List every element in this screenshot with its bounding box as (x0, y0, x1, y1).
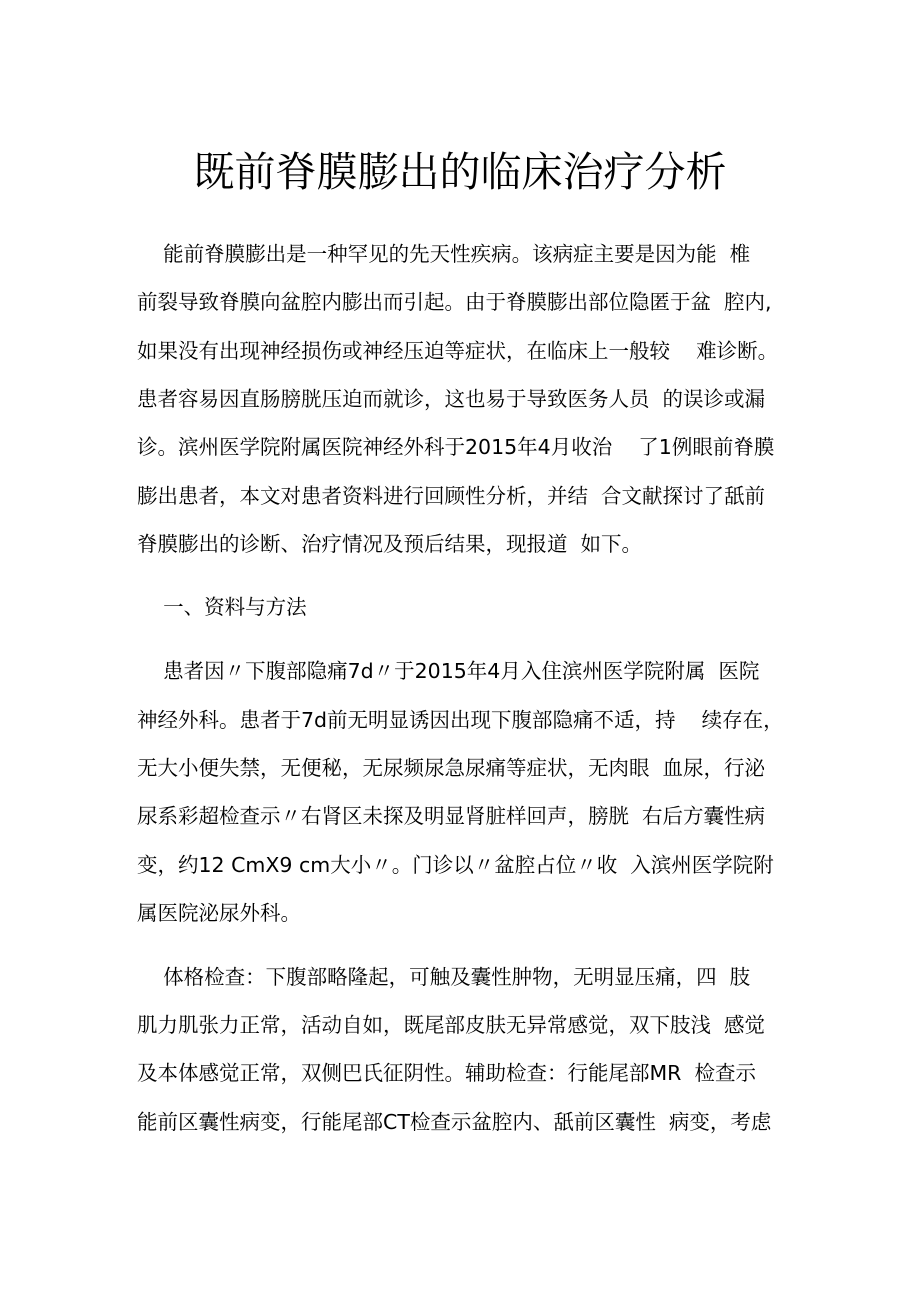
paragraph-3-line-4: 能前区囊性病变，行能尾部CT检查示盆腔内、舐前区囊性 病变，考虑 (137, 1110, 772, 1134)
paragraph-3-line-3: 及本体感觉正常，双侧巴氏征阴性。辅助检查：行能尾部MR 检查示 (137, 1061, 756, 1085)
paragraph-1-line-6: 膨出患者，本文对患者资料进行回顾性分析，并结 合文献探讨了舐前 (137, 484, 766, 508)
paragraph-1-line-5: 诊。滨州医学院附属医院神经外科于2015年4月收治 了1例眼前脊膜 (137, 435, 775, 459)
document-title: 既前脊膜膨出的临床治疗分析 (193, 148, 727, 196)
paragraph-1-line-2: 前裂导致脊膜向盆腔内膨出而引起。由于脊膜膨出部位隐匿于盆 腔内, (137, 290, 772, 314)
paragraph-2-line-2: 神经外科。患者于7d前无明显诱因出现下腹部隐痛不适，持 续存在， (137, 708, 784, 732)
paragraph-2-line-5: 变，约12 CmX9 cm大小〃。门诊以〃盆腔占位〃收 入滨州医学院附 (137, 853, 774, 877)
paragraph-1-line-1: 能前脊膜膨出是一种罕见的先天性疾病。该病症主要是因为能 椎 (137, 242, 751, 266)
paragraph-2-line-4: 尿系彩超检查示〃右肾区未探及明显肾脏样回声，膀胱 右后方囊性病 (137, 804, 766, 828)
paragraph-1-line-4: 患者容易因直肠膀胱压迫而就诊，这也易于导致医务人员 的误诊或漏 (137, 387, 766, 411)
paragraph-2-line-6: 属医院泌尿外科。 (137, 901, 301, 925)
section-heading: 一、资料与方法 (137, 595, 307, 619)
paragraph-3-line-2: 肌力肌张力正常，活动自如，既尾部皮肤无异常感觉，双下肢浅 感觉 (137, 1013, 766, 1037)
paragraph-1-line-7: 脊膜膨出的诊断、治疗情况及预后结果，现报道 如下。 (137, 532, 643, 556)
paragraph-2-line-1: 患者因〃下腹部隐痛7d〃于2015年4月入住滨州医学院附属 医院 (137, 659, 760, 683)
paragraph-3-line-1: 体格检查：下腹部略隆起，可触及囊性肿物，无明显压痛，四 肢 (137, 965, 751, 989)
paragraph-2-line-3: 无大小便失禁，无便秘，无尿频尿急尿痛等症状，无肉眼 血尿，行泌 (137, 756, 766, 780)
paragraph-1-line-3: 如果没有出现神经损伤或神经压迫等症状，在临床上一般较 难诊断。 (137, 339, 779, 363)
